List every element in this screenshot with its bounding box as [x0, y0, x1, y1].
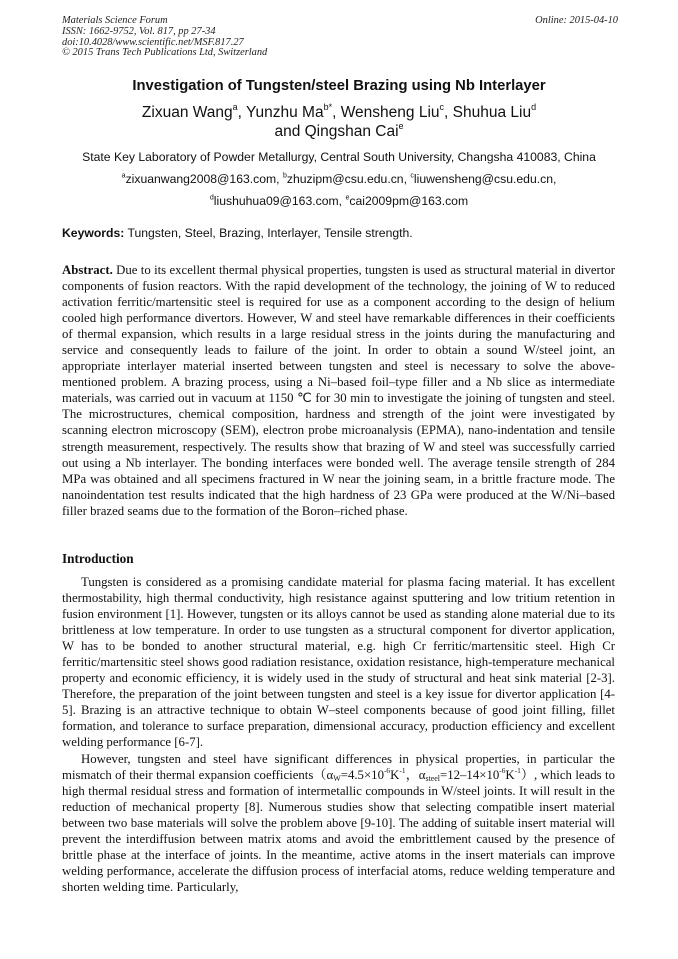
abstract — [62, 262, 615, 519]
keywords — [62, 226, 622, 240]
introduction-body — [62, 574, 615, 895]
keywords-label: Keywords: — [62, 226, 125, 240]
journal-name: Materials Science Forum — [62, 15, 168, 26]
email-line-1 — [40, 168, 638, 190]
online-date: Online: 2015-04-10 — [535, 15, 618, 26]
section-heading-introduction: Introduction — [62, 551, 134, 566]
author-emails — [40, 168, 638, 212]
abstract-label: Abstract. — [62, 263, 113, 277]
keywords-text: Tungsten, Steel, Brazing, Interlayer, Tensile strength. — [127, 226, 413, 240]
email-line-2 — [40, 190, 638, 212]
author-list — [40, 101, 638, 141]
email: $^c$liuwensheng@csu.edu.cn, — [410, 172, 557, 186]
author: Zixuan Wang$^a$, — [141, 101, 247, 121]
affiliation: State Key Laboratory of Powder Metallurgy, Central South University, Changsha 410083, China — [82, 150, 596, 164]
running-header — [62, 16, 618, 59]
author-line-1 — [40, 101, 638, 123]
author-line-2: and Qingshan Cai$^e$ — [274, 120, 404, 140]
author: Wensheng Liu$^c$, — [340, 101, 453, 121]
author: Yunzhu $Ma^{b*}$, — [246, 101, 341, 121]
abstract-text: Due to its excellent thermal physical properties, tungsten is used as structural material in divertor components of fusion reactors. With the rapid development of the technology, the joining of W to reduced activation ferritic/martensitic steel is required for use as a component according to the design of helium cooled high performance divertors. However, W and steel have remarkable differences in their coefficients of thermal expansion, which results in a large residual stress in the joints during the manufacturing and service and consequently leads to failure of the joint. In order to obtain a sound W/steel joint, an appropriate interlayer material inserted between tungsten and steel is necessary to solve the above-mentioned problem. A brazing process, using a Ni–based foil–type filler and a Nb slice as intermediate materials, was carried out in vacuum at 1150 ℃ for 30 min to investigate the joining of tungsten and steel. The microstructures, chemical composition, hardness and strength of the joint were investigated by scanning electron microscopy (SEM), electron probe microanalysis (EPMA), nano-indentation and tensile strength measurement, respectively. The results show that brazing of W and steel was successfully carried out using a Nb interlayer. The bonding interfaces were bonded well. The average tensile strength of 284 MPa was obtained and all specimens fractured in W near the joining seam, in a brittle fracture mode. The nanoindentation test results indicated that the high hardness of 23 GPa were produced at the W/Ni–based filler brazed seams due to the formation of the Boron–riched phase. — [62, 263, 615, 518]
author: Qingshan Cai$^e$ — [304, 120, 404, 140]
email: $^a$zixuanwang2008@163.com, — [121, 172, 283, 186]
intro-paragraph-2: However, tungsten and steel have significant differences in physical properties, in particular the mismatch of their thermal expansion $coefficients(\alpha_W=4.5\times 10^{-6}K^{-1}$，$\alpha_{steel}=12-14\times 10^{-6}K^{-1}$）, which leads to high thermal residual stress and formation of intermetallic compounds in W/steel joints. It will result in the reduction of mechanical property [8]. Numerous studies show that selecting compatible insert material between two base materials will solve the problem above [9-10]. The adding of suitable insert material will prevent the interdiffusion between matrix atoms and avoid the embrittlement caused by the presence of brittle phase at the interface of joints. In the meantime, active atoms in the insert materials can improve welding performance, accelerate the diffusion process of interfacial atoms, reduce welding temperature and shorten welding time. Particularly, — [62, 751, 615, 894]
paper-title: Investigation of Tungsten/steel Brazing using Nb Interlayer — [132, 78, 546, 94]
email: $^b$zhuzipm@csu.edu.cn, — [282, 172, 411, 186]
email: $^e$cai2009pm@163.com — [345, 194, 469, 208]
doi-line: doi:10.4028/www.scientific.net/MSF.817.27 — [62, 36, 244, 48]
email: $^d$liushuhua09@163.com, — [209, 194, 346, 208]
issn-line: ISSN: 1662-9752, Vol. 817, pp 27-34 — [62, 25, 216, 37]
author: Shuhua Liu$^d$ — [452, 101, 537, 121]
copyright-line: © 2015 Trans Tech Publications Ltd, Switzerland — [62, 47, 268, 59]
intro-paragraph-1: Tungsten is considered as a promising candidate material for plasma facing material. It has excellent thermostability, high thermal conductivity, high resistance against sputtering and low tritium retention in fusion environment [1]. However, tungsten or its alloys cannot be used as standing alone material due to its brittleness at low temperature. In order to use tungsten as a structural component for divertor application, W has to be bonded to another structural material, e.g. high Cr ferritic/martensitic steel. High Cr ferritic/martensitic steel shows good radiation resistance, oxidation resistance, high-temperature mechanical property and economic efficiency, it is widely used in the study of structural and heat sink material [2-3]. Therefore, the preparation of the joint between tungsten and steel is a key issue for divertor application [4-5]. Brazing is an attractive technique to obtain W–steel components because of good joint filling, fillet formation, and tolerance to surface preparation, dimensional accuracy, production efficiency and excellent welding performance [6-7]. — [62, 575, 615, 750]
